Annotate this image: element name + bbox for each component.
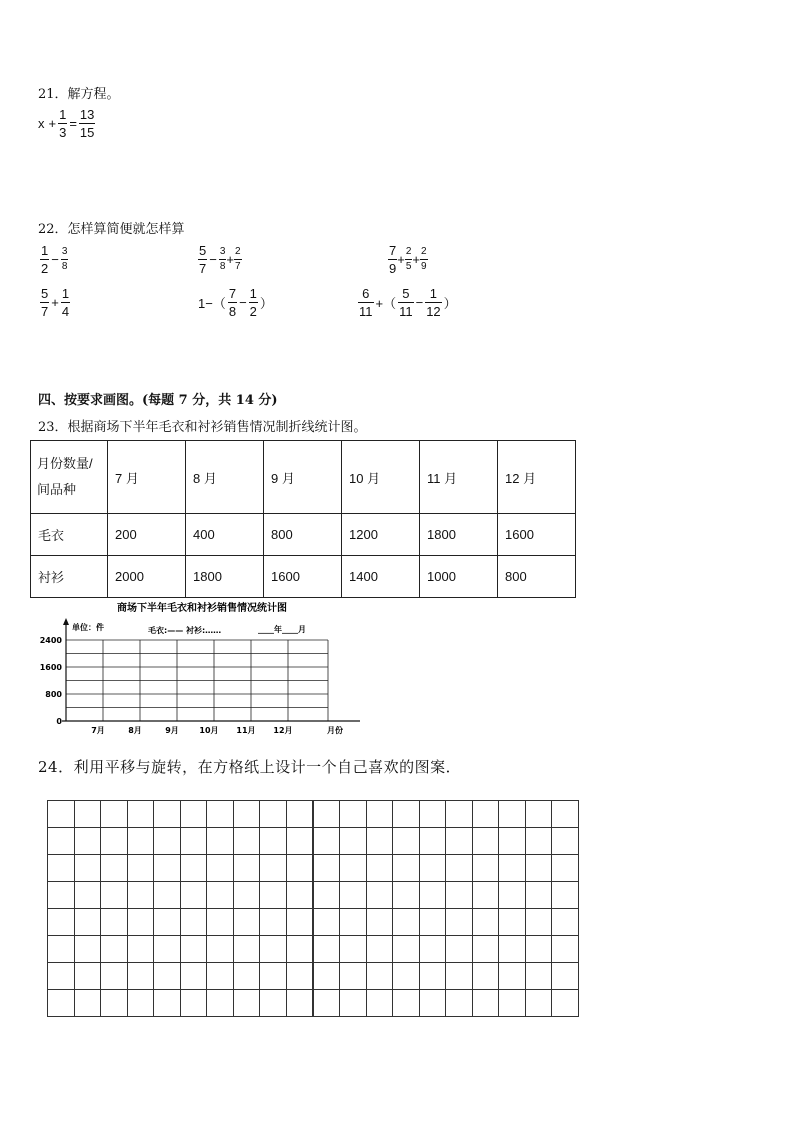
grid-cell[interactable]: [392, 827, 420, 855]
grid-cell[interactable]: [472, 827, 500, 855]
sales-table: [30, 440, 576, 598]
grid-cell[interactable]: [153, 935, 181, 963]
fraction: $\frac{6}{11}$: [359, 286, 373, 319]
grid-cell[interactable]: [74, 854, 102, 882]
grid-cell[interactable]: [153, 881, 181, 909]
plus-sign: +: [226, 252, 234, 267]
grid-cell[interactable]: [286, 908, 314, 936]
grid-cell[interactable]: [206, 908, 234, 936]
grid-cell[interactable]: [498, 908, 526, 936]
table-row: [31, 514, 576, 556]
grid-cell[interactable]: [100, 854, 128, 882]
grid-cell[interactable]: [286, 881, 314, 909]
fraction: $\frac{1}{2}$: [249, 286, 257, 319]
grid-cell[interactable]: [551, 800, 579, 828]
var-x: x: [38, 116, 45, 131]
grid-cell[interactable]: [127, 800, 155, 828]
table-header-cell: 9 月: [264, 441, 342, 514]
grid-cell[interactable]: [100, 962, 128, 990]
grid-cell[interactable]: [525, 908, 553, 936]
x-tick-label: 8月: [128, 726, 142, 735]
grid-cell[interactable]: [74, 827, 102, 855]
fraction: $\frac{13}{15}$: [79, 107, 95, 140]
x-tick-label: 7月: [91, 726, 105, 735]
grid-cell[interactable]: [445, 881, 473, 909]
table-cell: 1600: [264, 556, 342, 598]
table-cell: 1800: [420, 514, 498, 556]
table-cell: 1000: [420, 556, 498, 598]
q22-expr-5: [198, 287, 275, 318]
x-tick-label: 10月: [199, 726, 219, 735]
grid-cell[interactable]: [74, 908, 102, 936]
grid-cell[interactable]: [419, 800, 447, 828]
y-axis-arrow: [63, 618, 69, 625]
fraction: $\frac{3}{8}$: [61, 246, 68, 272]
grid-cell[interactable]: [74, 800, 102, 828]
grid-cell[interactable]: [100, 881, 128, 909]
grid-cell[interactable]: [313, 881, 341, 909]
grid-cell[interactable]: [233, 962, 261, 990]
minus-sign: −: [239, 295, 247, 310]
grid-cell[interactable]: [498, 989, 526, 1017]
q22-expr-2: [198, 244, 242, 275]
y-tick-label: 2400: [39, 636, 62, 645]
grid-cell[interactable]: [445, 854, 473, 882]
x-tick-label: 11月: [236, 726, 256, 735]
grid-cell[interactable]: [206, 935, 234, 963]
grid-cell[interactable]: [339, 935, 367, 963]
design-grid[interactable]: [47, 800, 578, 1016]
grid-cell[interactable]: [127, 827, 155, 855]
chart-legend-text: 毛衣:—— 衬衫:……: [148, 626, 222, 635]
fraction: $\frac{1}{4}$: [61, 286, 70, 319]
grid-cell[interactable]: [392, 908, 420, 936]
grid-cell[interactable]: [472, 962, 500, 990]
grid-cell[interactable]: [551, 935, 579, 963]
grid-cell[interactable]: [100, 800, 128, 828]
grid-cell[interactable]: [525, 962, 553, 990]
table-header-cell: 12 月: [498, 441, 576, 514]
grid-cell[interactable]: [47, 854, 75, 882]
grid-cell[interactable]: [233, 800, 261, 828]
grid-cell[interactable]: [100, 989, 128, 1017]
lead-text: 1−（: [198, 296, 226, 311]
table-cell: 1600: [498, 514, 576, 556]
grid-cell[interactable]: [206, 989, 234, 1017]
table-cell: 1800: [186, 556, 264, 598]
grid-cell[interactable]: [551, 908, 579, 936]
grid-cell[interactable]: [525, 800, 553, 828]
q22-expr-1: [40, 244, 68, 275]
grid-cell[interactable]: [180, 935, 208, 963]
grid-cell[interactable]: [127, 962, 155, 990]
minus-sign: −: [415, 295, 424, 310]
grid-cell[interactable]: [419, 935, 447, 963]
grid-cell[interactable]: [525, 854, 553, 882]
grid-cell[interactable]: [339, 827, 367, 855]
grid-cell[interactable]: [366, 962, 394, 990]
grid-cell[interactable]: [525, 827, 553, 855]
grid-cell[interactable]: [74, 989, 102, 1017]
grid-cell[interactable]: [206, 854, 234, 882]
section-4-title: 四、按要求画图。(每题 7 分，共 14 分): [38, 393, 278, 408]
grid-cell[interactable]: [339, 881, 367, 909]
grid-cell[interactable]: [47, 827, 75, 855]
grid-cell[interactable]: [445, 827, 473, 855]
grid-cell[interactable]: [286, 800, 314, 828]
chart-title: 商场下半年毛衣和衬衫销售情况统计图: [117, 603, 287, 614]
grid-cell[interactable]: [180, 881, 208, 909]
grid-cell[interactable]: [366, 854, 394, 882]
grid-cell[interactable]: [392, 962, 420, 990]
grid-cell[interactable]: [74, 962, 102, 990]
table-cell: 200: [108, 514, 186, 556]
grid-cell[interactable]: [153, 827, 181, 855]
y-tick-label: 800: [45, 690, 62, 699]
table-header-cell: 11 月: [420, 441, 498, 514]
grid-cell[interactable]: [472, 854, 500, 882]
grid-cell[interactable]: [419, 962, 447, 990]
x-tick-label: 9月: [165, 726, 179, 735]
plus-sign: +: [51, 295, 59, 310]
grid-cell[interactable]: [259, 854, 287, 882]
table-row: [31, 556, 576, 598]
y-tick-label: 1600: [39, 663, 62, 672]
fraction: $\frac{5}{7}$: [41, 286, 49, 319]
plus-paren: +（: [375, 296, 397, 311]
table-cell: 800: [498, 556, 576, 598]
grid-cell[interactable]: [498, 962, 526, 990]
q23-title: 23．根据商场下半年毛衣和衬衫销售情况制折线统计图。: [38, 420, 367, 435]
fraction: $\frac{1}{3}$: [59, 107, 67, 140]
grid-cell[interactable]: [206, 827, 234, 855]
grid-cell[interactable]: [286, 854, 314, 882]
fraction: $\frac{5}{11}$: [399, 286, 413, 319]
grid-cell[interactable]: [233, 908, 261, 936]
grid-cell[interactable]: [259, 881, 287, 909]
grid-cell[interactable]: [472, 800, 500, 828]
grid-cell[interactable]: [498, 827, 526, 855]
minus-sign: −: [209, 252, 217, 267]
grid-cell[interactable]: [366, 881, 394, 909]
grid-cell[interactable]: [366, 935, 394, 963]
grid-cell[interactable]: [366, 989, 394, 1017]
plus-sign: +: [48, 116, 57, 131]
grid-cell[interactable]: [259, 800, 287, 828]
grid-cell[interactable]: [498, 854, 526, 882]
q21-title: 21．解方程。: [38, 87, 120, 102]
grid-cell[interactable]: [313, 935, 341, 963]
grid-cell[interactable]: [233, 827, 261, 855]
grid-cell[interactable]: [551, 881, 579, 909]
grid-cell[interactable]: [445, 962, 473, 990]
grid-cell[interactable]: [366, 827, 394, 855]
fraction: $\frac{1}{2}$: [41, 243, 49, 276]
chart-unit-label: 单位：件: [72, 623, 104, 632]
grid-cell[interactable]: [74, 935, 102, 963]
table-header-cell: 月份数量/ 间品种: [31, 441, 108, 514]
grid-cell[interactable]: [313, 827, 341, 855]
grid-cell[interactable]: [153, 800, 181, 828]
grid-cell[interactable]: [339, 800, 367, 828]
grid-cell[interactable]: [419, 827, 447, 855]
grid-cell[interactable]: [419, 908, 447, 936]
close-paren: ）: [443, 296, 457, 311]
grid-cell[interactable]: [392, 800, 420, 828]
grid-cell[interactable]: [153, 854, 181, 882]
table-header-cell: 8 月: [186, 441, 264, 514]
grid-cell[interactable]: [47, 989, 75, 1017]
grid-cell[interactable]: [259, 827, 287, 855]
grid-cell[interactable]: [339, 908, 367, 936]
grid-cell[interactable]: [392, 989, 420, 1017]
table-header-cell: 10 月: [342, 441, 420, 514]
grid-cell[interactable]: [100, 935, 128, 963]
fraction: $\frac{7}{9}$: [389, 243, 397, 276]
grid-cell[interactable]: [498, 935, 526, 963]
q22-expr-4: [40, 287, 70, 318]
grid-cell[interactable]: [127, 935, 155, 963]
fraction: $\frac{7}{8}$: [228, 286, 237, 319]
grid-cell[interactable]: [313, 908, 341, 936]
table-cell: 1400: [342, 556, 420, 598]
grid-cell[interactable]: [127, 989, 155, 1017]
grid-cell[interactable]: [472, 935, 500, 963]
grid-cell[interactable]: [233, 881, 261, 909]
grid-cell[interactable]: [206, 800, 234, 828]
grid-cell[interactable]: [551, 827, 579, 855]
y-tick-label: 0: [56, 717, 62, 726]
grid-cell[interactable]: [127, 854, 155, 882]
close-paren: ）: [259, 296, 273, 311]
grid-cell[interactable]: [206, 881, 234, 909]
grid-cell[interactable]: [180, 962, 208, 990]
grid-cell[interactable]: [551, 989, 579, 1017]
grid-cell[interactable]: [286, 827, 314, 855]
grid-cell[interactable]: [127, 908, 155, 936]
fraction: $\frac{3}{8}$: [219, 246, 226, 272]
equals-sign: =: [69, 116, 77, 131]
grid-cell[interactable]: [286, 935, 314, 963]
grid-cell[interactable]: [47, 881, 75, 909]
fraction: $\frac{5}{7}$: [199, 243, 207, 276]
grid-cell[interactable]: [313, 854, 341, 882]
grid-cell[interactable]: [259, 962, 287, 990]
grid-cell[interactable]: [472, 881, 500, 909]
chart-x-ticks: [91, 726, 292, 735]
grid-cell[interactable]: [313, 962, 341, 990]
table-cell: 400: [186, 514, 264, 556]
grid-cell[interactable]: [259, 935, 287, 963]
grid-cell[interactable]: [339, 854, 367, 882]
q22-expr-3: [388, 244, 428, 275]
grid-cell[interactable]: [74, 881, 102, 909]
fraction: $\frac{2}{5}$: [405, 246, 412, 272]
grid-cell[interactable]: [472, 908, 500, 936]
grid-cell[interactable]: [153, 962, 181, 990]
grid-cell[interactable]: [445, 908, 473, 936]
grid-cell[interactable]: [180, 827, 208, 855]
grid-cell[interactable]: [551, 962, 579, 990]
grid-cell[interactable]: [180, 854, 208, 882]
grid-cell[interactable]: [472, 989, 500, 1017]
chart-y-ticks: [40, 636, 63, 726]
grid-cell[interactable]: [233, 935, 261, 963]
chart-x-axis-label: 月份: [327, 726, 343, 735]
grid-cell[interactable]: [445, 800, 473, 828]
grid-cell[interactable]: [47, 800, 75, 828]
plus-sign: +: [412, 252, 420, 267]
grid-cell[interactable]: [498, 881, 526, 909]
table-cell: 1200: [342, 514, 420, 556]
grid-cell[interactable]: [313, 800, 341, 828]
grid-cell[interactable]: [525, 935, 553, 963]
minus-sign: −: [51, 252, 59, 267]
grid-cell[interactable]: [100, 827, 128, 855]
grid-cell[interactable]: [445, 935, 473, 963]
fraction: $\frac{2}{9}$: [420, 246, 427, 272]
table-row-label: 毛衣: [31, 514, 108, 556]
grid-cell[interactable]: [366, 800, 394, 828]
grid-cell[interactable]: [153, 989, 181, 1017]
table-cell: 800: [264, 514, 342, 556]
table-row: [31, 441, 576, 514]
grid-cell[interactable]: [206, 962, 234, 990]
grid-cell[interactable]: [419, 989, 447, 1017]
line-chart-blank: [30, 598, 360, 736]
grid-cell[interactable]: [419, 881, 447, 909]
plus-sign: +: [397, 252, 405, 267]
fraction: $\frac{1}{12}$: [426, 286, 441, 319]
fraction: $\frac{2}{7}$: [234, 246, 241, 272]
grid-cell[interactable]: [366, 908, 394, 936]
grid-cell[interactable]: [313, 989, 341, 1017]
grid-cell[interactable]: [153, 908, 181, 936]
grid-cell[interactable]: [47, 935, 75, 963]
table-row-label: 衬衫: [31, 556, 108, 598]
grid-cell[interactable]: [47, 962, 75, 990]
grid-cell[interactable]: [180, 800, 208, 828]
grid-cell[interactable]: [180, 908, 208, 936]
grid-cell[interactable]: [392, 935, 420, 963]
q22-expr-6: [358, 287, 459, 318]
grid-cell[interactable]: [233, 989, 261, 1017]
grid-cell[interactable]: [525, 989, 553, 1017]
q24-title: 24．利用平移与旋转，在方格纸上设计一个自己喜欢的图案．: [38, 758, 462, 776]
grid-cell[interactable]: [392, 854, 420, 882]
grid-cell[interactable]: [498, 800, 526, 828]
grid-cell[interactable]: [286, 962, 314, 990]
grid-cell[interactable]: [47, 908, 75, 936]
grid-cell[interactable]: [551, 854, 579, 882]
grid-cell[interactable]: [419, 854, 447, 882]
grid-cell[interactable]: [392, 881, 420, 909]
chart-grid: [66, 640, 328, 721]
grid-cell[interactable]: [525, 881, 553, 909]
grid-cell[interactable]: [259, 989, 287, 1017]
grid-cell[interactable]: [259, 908, 287, 936]
grid-cell[interactable]: [180, 989, 208, 1017]
chart-date-label: ____年____月: [258, 625, 306, 634]
q21-equation: [38, 108, 95, 139]
x-tick-label: 12月: [273, 726, 293, 735]
grid-cell[interactable]: [445, 989, 473, 1017]
grid-cell[interactable]: [100, 908, 128, 936]
grid-cell[interactable]: [127, 881, 155, 909]
grid-cell[interactable]: [286, 989, 314, 1017]
table-header-cell: 7 月: [108, 441, 186, 514]
grid-cell[interactable]: [339, 962, 367, 990]
q22-title: 22．怎样算简便就怎样算: [38, 222, 185, 237]
grid-cell[interactable]: [339, 989, 367, 1017]
table-cell: 2000: [108, 556, 186, 598]
grid-cell[interactable]: [233, 854, 261, 882]
